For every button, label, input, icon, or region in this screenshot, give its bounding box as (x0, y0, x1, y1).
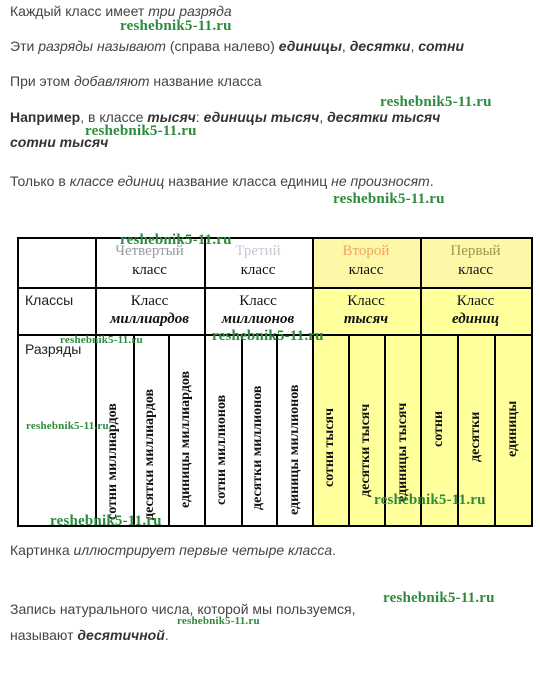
text-fragment: : (195, 109, 204, 125)
class-millions (204, 292, 312, 328)
text-fragment: , (410, 38, 419, 54)
class-name: миллиардов (110, 311, 189, 327)
text-line-9 (10, 626, 169, 644)
watermark: reshebnik5-11.ru (120, 232, 232, 248)
rank-divider (494, 334, 496, 527)
text-line-3 (10, 72, 262, 90)
text-fragment: название класса единиц (164, 173, 332, 189)
text-fragment: название класса (149, 73, 262, 89)
text-fragment: При этом (10, 73, 74, 89)
class-word: Класс (130, 293, 169, 309)
table-col-divider (312, 237, 314, 527)
text-fragment: , (319, 109, 328, 125)
class-word: Класс (239, 293, 277, 309)
header-line: класс (348, 262, 384, 278)
text-line-6 (10, 172, 434, 190)
rank-divider (133, 334, 135, 527)
class-name: тысяч (343, 311, 389, 327)
rank-tens-thousands: десятки тысяч (358, 403, 373, 497)
header-line: Четвертый (115, 243, 184, 259)
table-border-right (531, 237, 533, 527)
text-line-2 (10, 37, 464, 55)
rank-hundreds-thousands: сотни тысяч (322, 407, 337, 487)
text-fragment: Картинка (10, 542, 74, 558)
text-fragment-bold-italic: десятки (349, 38, 411, 54)
table-col-divider (95, 237, 97, 527)
watermark: reshebnik5-11.ru (177, 615, 260, 627)
header-line: класс (458, 262, 493, 278)
header-second-class (312, 242, 420, 280)
header-line: Третий (235, 243, 281, 259)
text-fragment-italic: три разряда (148, 3, 232, 19)
text-fragment: Только в (10, 173, 70, 189)
text-fragment-bold: Например (10, 109, 81, 125)
table-border-left (17, 237, 19, 527)
text-fragment-bold-italic: сотни (418, 38, 465, 54)
text-fragment: (справа налево) (165, 38, 279, 54)
table-col-divider (420, 237, 422, 527)
text-fragment: , (341, 38, 350, 54)
class-thousands (312, 292, 420, 328)
class-name: единиц (451, 311, 500, 327)
rank-divider (348, 334, 350, 527)
number-classes-table (17, 237, 532, 527)
header-line: класс (132, 262, 167, 278)
text-fragment: Каждый класс имеет (10, 3, 149, 19)
text-fragment-bold-italic: десятичной (77, 627, 165, 643)
watermark: reshebnik5-11.ru (85, 123, 197, 139)
header-first-class (420, 242, 531, 280)
header-line: Второй (342, 243, 390, 259)
text-fragment: Запись натурального числа, которой мы пользуемся, (10, 601, 356, 617)
text-fragment-bold-italic: тысяч (147, 109, 196, 125)
rank-hundreds-millions: сотни миллионов (214, 394, 229, 505)
rank-hundreds-billions: сотни миллиардов (105, 403, 120, 520)
class-word: Класс (456, 293, 495, 309)
watermark: reshebnik5-11.ru (383, 590, 495, 606)
text-line-7 (10, 541, 336, 559)
header-line: класс (240, 262, 276, 278)
text-fragment-bold-italic: единицы (278, 38, 342, 54)
class-word: Класс (347, 293, 385, 309)
rank-units: единицы (505, 400, 520, 457)
rank-tens-millions: десятки миллионов (250, 385, 265, 510)
table-col-divider (204, 237, 206, 527)
header-line: Первый (450, 243, 501, 259)
text-fragment: Эти (10, 38, 39, 54)
rank-units-thousands: единицы тысяч (395, 402, 410, 502)
class-billions (95, 292, 204, 328)
text-fragment-italic: разряды называют (38, 38, 166, 54)
text-line-4 (10, 108, 440, 126)
watermark: reshebnik5-11.ru (60, 334, 143, 346)
watermark: reshebnik5-11.ru (380, 94, 492, 110)
text-fragment-bold-italic: единицы тысяч (203, 109, 320, 125)
watermark: reshebnik5-11.ru (212, 328, 324, 344)
watermark: reshebnik5-11.ru (374, 492, 486, 508)
text-fragment-italic: добавляют (73, 73, 150, 89)
rank-hundreds: сотни (431, 410, 446, 447)
rank-divider (276, 334, 278, 527)
watermark: reshebnik5-11.ru (26, 420, 109, 432)
row-label-ranks: Разряды (25, 341, 82, 357)
watermark: reshebnik5-11.ru (120, 18, 232, 34)
rank-divider (241, 334, 243, 527)
rank-units-billions: единицы миллиардов (178, 370, 193, 508)
rank-units-millions: единицы миллионов (287, 384, 302, 515)
watermark: reshebnik5-11.ru (333, 191, 445, 207)
watermark: reshebnik5-11.ru (50, 513, 162, 529)
rank-tens-billions: десятки миллиардов (142, 388, 157, 520)
text-fragment-italic: иллюстрирует первые четыре класса (73, 542, 333, 558)
text-fragment-bold-italic: сотни тысяч (10, 134, 109, 150)
text-fragment: называют (10, 627, 78, 643)
row-label-classes: Классы (25, 292, 74, 308)
text-fragment: . (332, 542, 337, 558)
text-fragment-italic: не произносят (331, 173, 430, 189)
text-fragment-bold-italic: десятки тысяч (327, 109, 441, 125)
rank-divider (168, 334, 170, 527)
text-fragment-italic: классе единиц (69, 173, 165, 189)
class-units (420, 292, 531, 328)
text-fragment: . (164, 627, 169, 643)
text-fragment: , в классе (80, 109, 148, 125)
text-fragment: . (429, 173, 434, 189)
class-name: миллионов (221, 311, 295, 327)
rank-tens: десятки (468, 411, 483, 462)
